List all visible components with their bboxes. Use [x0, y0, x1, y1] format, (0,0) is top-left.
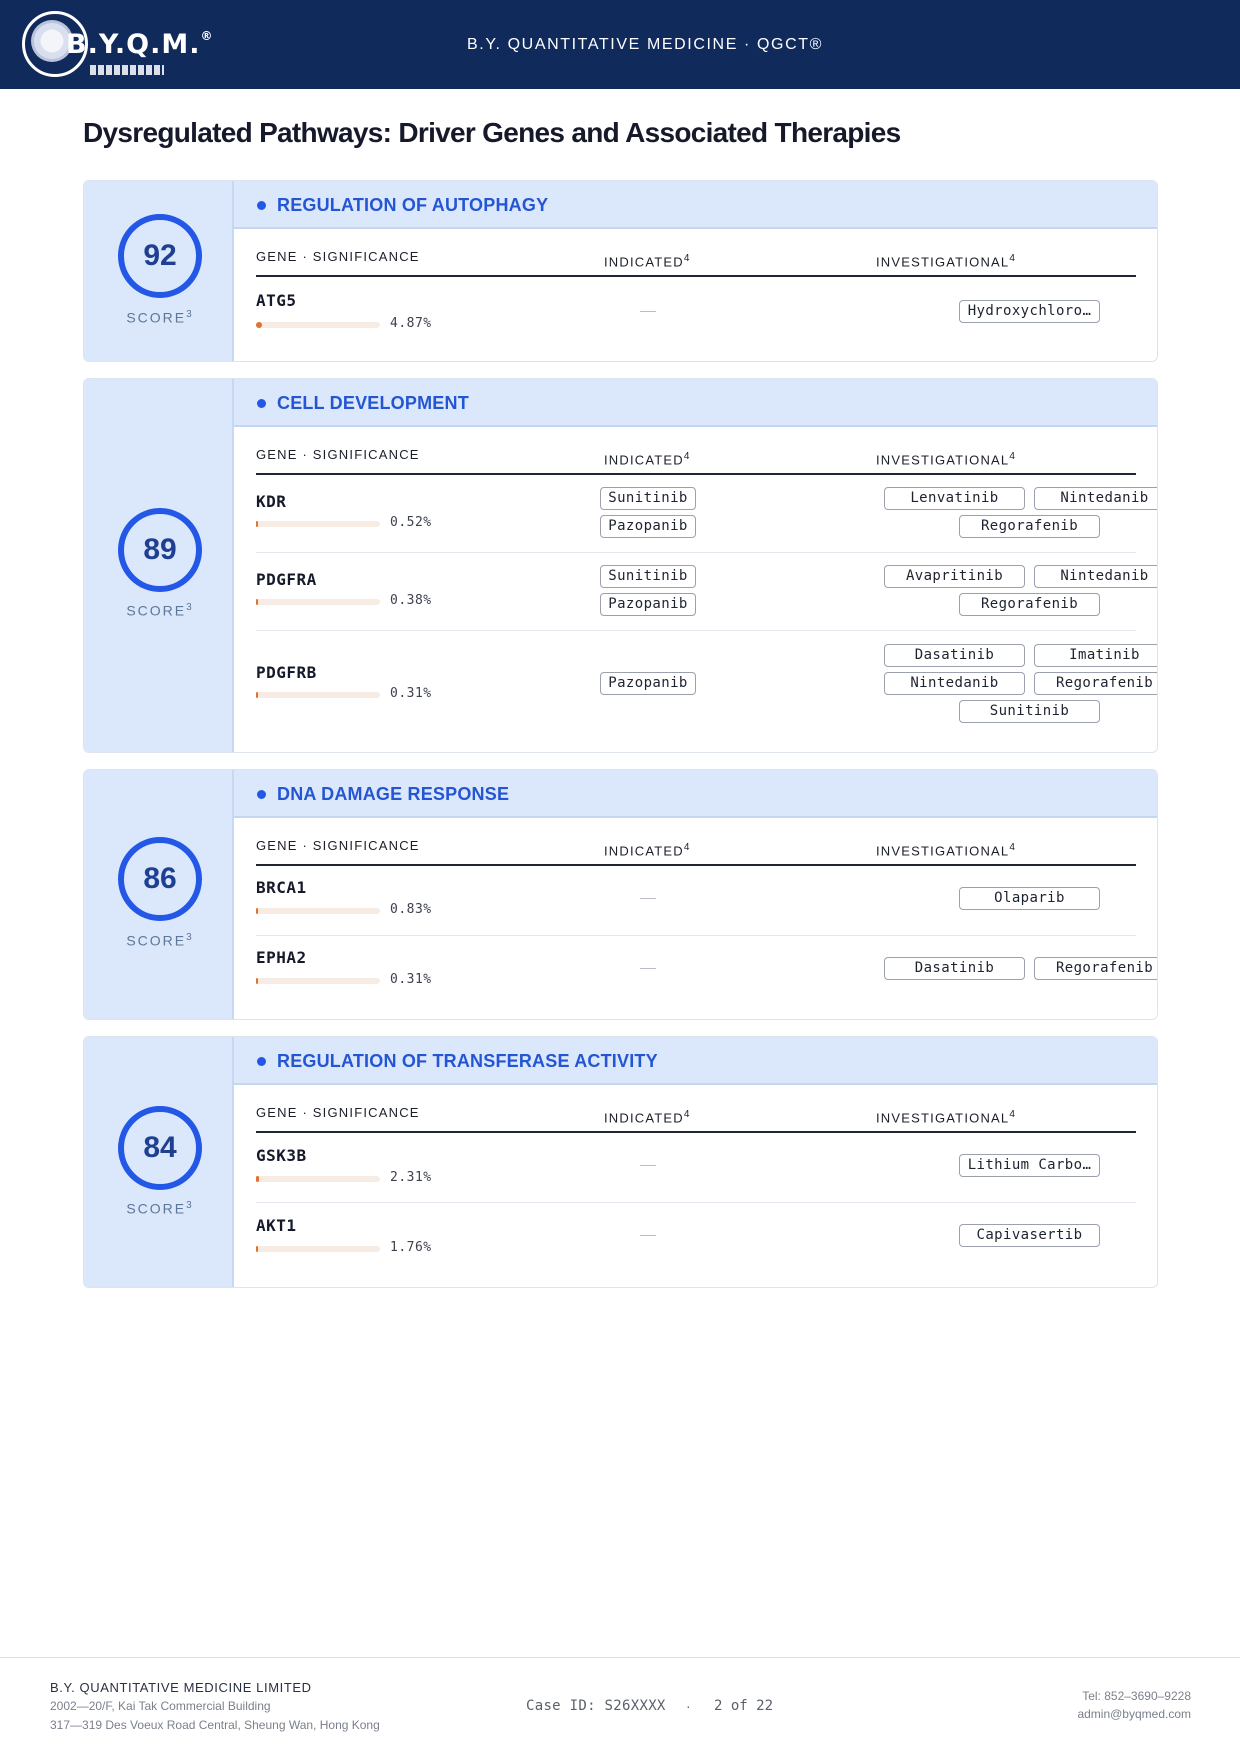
therapy-chip: Regorafenib [1034, 957, 1158, 980]
score-ring-icon [118, 837, 202, 921]
significance-bar-fill [256, 599, 258, 605]
col-gene-significance: GENE · SIGNIFICANCE [256, 1105, 420, 1120]
page-footer [0, 1657, 1240, 1754]
section-title: CELL DEVELOPMENT [277, 393, 469, 413]
column-headers [256, 820, 1136, 866]
page-title: Dysregulated Pathways: Driver Genes and Associated Therapies [83, 117, 901, 148]
score-ring-icon [118, 508, 202, 592]
significance-bar-fill [256, 978, 258, 984]
footer-page-number: 2 of 22 [714, 1698, 774, 1714]
col-gene-significance: GENE · SIGNIFICANCE [256, 838, 420, 853]
significance-bar-fill [256, 692, 258, 698]
col-indicated: INDICATED$^4$ [604, 1109, 690, 1126]
significance-bar [256, 521, 380, 527]
significance-bar [256, 692, 380, 698]
empty-indicated-marker [640, 1165, 656, 1166]
score-ring-icon [118, 1106, 202, 1190]
logo-subtitle-mark [90, 65, 164, 75]
score-value: 92 [143, 239, 177, 272]
gene-row [256, 1133, 1136, 1203]
therapy-chip: Pazopanib [600, 593, 696, 616]
therapy-chip: Regorafenib [959, 593, 1100, 616]
therapy-chip: Regorafenib [959, 515, 1100, 538]
significance-bar [256, 599, 380, 605]
therapy-chip: Sunitinib [959, 700, 1100, 723]
section-title: REGULATION OF AUTOPHAGY [277, 195, 549, 215]
pathway-section-dna-damage [83, 769, 1158, 1020]
therapy-chip: Pazopanib [600, 515, 696, 538]
score-label: SCORE$^3$ [126, 602, 192, 619]
gene-row [256, 866, 1136, 936]
significance-value: 1.76% [390, 1240, 432, 1255]
significance-bar [256, 1176, 380, 1182]
therapy-chip: Olaparib [959, 887, 1100, 910]
empty-indicated-marker [640, 968, 656, 969]
therapy-chip: Avapritinib [884, 565, 1025, 588]
gene-row [256, 279, 1136, 359]
significance-bar [256, 1246, 380, 1252]
significance-value: 0.31% [390, 972, 432, 987]
footer-address-line2: 317—319 Des Voeux Road Central, Sheung Wan, Hong Kong [50, 1718, 380, 1732]
significance-value: 4.87% [390, 316, 432, 331]
therapy-chip: Sunitinib [600, 565, 696, 588]
significance-value: 2.31% [390, 1170, 432, 1185]
therapy-chip: Lenvatinib [884, 487, 1025, 510]
score-value: 84 [143, 1131, 177, 1164]
footer-tel: Tel: 852–3690–9228 [1082, 1689, 1191, 1703]
score-label: SCORE$^3$ [126, 1200, 192, 1217]
significance-value: 0.31% [390, 686, 432, 701]
footer-address-line1: 2002—20/F, Kai Tak Commercial Building [50, 1699, 271, 1713]
score-ring-icon [118, 214, 202, 298]
pathway-section-transferase [83, 1036, 1158, 1288]
significance-bar-fill [256, 521, 258, 527]
gene-row [256, 631, 1154, 751]
score-panel [84, 1037, 234, 1287]
therapy-chip: Nintedanib [884, 672, 1025, 695]
score-panel [84, 181, 234, 361]
col-indicated: INDICATED$^4$ [604, 842, 690, 859]
significance-bar [256, 908, 380, 914]
logo-text: B.Y.Q.M.® [66, 29, 214, 60]
footer-case-id: Case ID: S26XXXX [526, 1698, 666, 1714]
col-investigational: INVESTIGATIONAL$^4$ [876, 451, 1015, 468]
gene-row [256, 553, 1149, 631]
column-headers [256, 429, 1136, 475]
footer-email: admin@byqmed.com [1077, 1707, 1191, 1721]
pathway-section-autophagy [83, 180, 1158, 362]
score-label: SCORE$^3$ [126, 932, 192, 949]
therapy-chip: Pazopanib [600, 672, 696, 695]
therapy-chip: Dasatinib [884, 644, 1025, 667]
empty-indicated-marker [640, 311, 656, 312]
section-header [234, 181, 1157, 229]
brand-line: B.Y. QUANTITATIVE MEDICINE · QGCT® [467, 36, 823, 53]
therapy-chip: Nintedanib [1034, 487, 1158, 510]
score-value: 89 [143, 533, 177, 566]
col-gene-significance: GENE · SIGNIFICANCE [256, 447, 420, 462]
gene-name: KDR [256, 492, 287, 511]
section-title: REGULATION OF TRANSFERASE ACTIVITY [277, 1051, 658, 1071]
gene-name: ATG5 [256, 291, 297, 310]
bullet-dot-icon [257, 790, 266, 799]
significance-bar-fill [256, 1246, 258, 1252]
gene-name: PDGFRB [256, 663, 317, 682]
gene-name: AKT1 [256, 1216, 297, 1235]
col-investigational: INVESTIGATIONAL$^4$ [876, 253, 1015, 270]
bullet-dot-icon [257, 201, 266, 210]
significance-bar [256, 322, 380, 328]
footer-separator: · [686, 1698, 691, 1714]
header-bar [0, 0, 1240, 89]
section-header [234, 1037, 1157, 1085]
section-header [234, 379, 1157, 427]
col-investigational: INVESTIGATIONAL$^4$ [876, 842, 1015, 859]
col-indicated: INDICATED$^4$ [604, 451, 690, 468]
gene-name: PDGFRA [256, 570, 317, 589]
gene-name: GSK3B [256, 1146, 307, 1165]
score-value: 86 [143, 862, 177, 895]
significance-bar-fill [256, 1176, 259, 1182]
gene-row [256, 936, 1154, 1016]
significance-bar-fill [256, 908, 258, 914]
section-header [234, 770, 1157, 818]
significance-value: 0.52% [390, 515, 432, 530]
col-indicated: INDICATED$^4$ [604, 253, 690, 270]
therapy-chip: Imatinib [1034, 644, 1158, 667]
therapy-chip: Capivasertib [959, 1224, 1100, 1247]
empty-indicated-marker [640, 1235, 656, 1236]
significance-value: 0.38% [390, 593, 432, 608]
empty-indicated-marker [640, 898, 656, 899]
score-panel [84, 379, 234, 752]
gene-name: BRCA1 [256, 878, 307, 897]
col-gene-significance: GENE · SIGNIFICANCE [256, 249, 420, 264]
bullet-dot-icon [257, 1057, 266, 1066]
therapy-chip: Hydroxychloro… [959, 300, 1100, 323]
significance-bar-fill [256, 322, 262, 328]
bullet-dot-icon [257, 399, 266, 408]
pathway-section-cell-development [83, 378, 1158, 753]
significance-bar [256, 978, 380, 984]
therapy-chip: Sunitinib [600, 487, 696, 510]
column-headers [256, 231, 1136, 277]
therapy-chip: Dasatinib [884, 957, 1025, 980]
therapy-chip: Nintedanib [1034, 565, 1158, 588]
section-title: DNA DAMAGE RESPONSE [277, 784, 510, 804]
gene-row [256, 1203, 1136, 1283]
significance-value: 0.83% [390, 902, 432, 917]
score-label: SCORE$^3$ [126, 309, 192, 326]
therapy-chip: Regorafenib [1034, 672, 1158, 695]
col-investigational: INVESTIGATIONAL$^4$ [876, 1109, 1015, 1126]
column-headers [256, 1087, 1136, 1133]
therapy-chip: Lithium Carbo… [959, 1154, 1100, 1177]
gene-row [256, 475, 1149, 553]
score-panel [84, 770, 234, 1019]
gene-name: EPHA2 [256, 948, 307, 967]
footer-company: B.Y. QUANTITATIVE MEDICINE LIMITED [50, 1680, 312, 1695]
